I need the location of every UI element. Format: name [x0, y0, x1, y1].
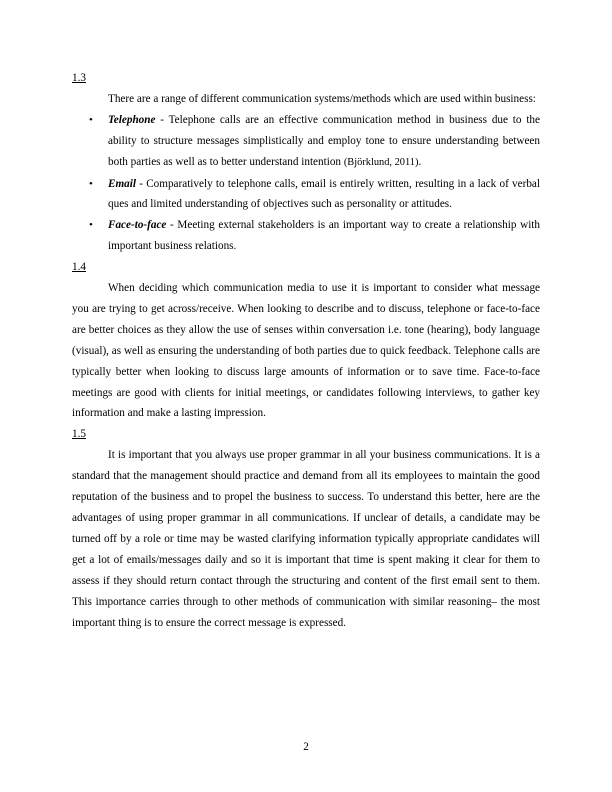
bullet-icon: • — [89, 177, 93, 190]
term-email: Email — [108, 177, 136, 190]
term-telephone: Telephone — [108, 113, 156, 126]
document-page-content — [72, 68, 540, 633]
telephone-description: - Telephone calls are an effective communication method in business due to the ability to structure messages simplistically and employ tone to ensure understanding between both parties as well as to better understand intention — [108, 113, 540, 168]
face-to-face-description: - Meeting external stakeholders is an important way to create a relationship with important business relations. — [108, 219, 540, 253]
section-heading-1-3: 1.3 — [72, 72, 86, 84]
email-description: - Comparatively to telephone calls, email is entirely written, resulting in a lack of verbal ques and limited understanding of objectives such as personality or attitudes. — [108, 177, 540, 211]
section-heading-1-5: 1.5 — [72, 428, 86, 441]
page-number: 2 — [303, 741, 309, 753]
section-1-4-body: When deciding which communication media to use it is important to consider what message you are trying to get across/receive. When looking to describe and to discuss, telephone or face-to-face are better choices as they allow the use of senses within conversation i.e. tone (hearing), body language (visual), as well as ensuring the understanding of both parties due to quick feedback. Telephone calls are typically better when looking to discuss large amounts of information or to save time. Face-to-face meetings are good with clients for initial meetings, or candidates following interviews, to gather key information and make a lasting impression. — [72, 282, 540, 420]
section-1-3-intro: There are a range of different communication systems/methods which are used within business: — [108, 92, 536, 105]
communication-methods-list — [72, 110, 540, 257]
citation: (Björklund, 2011) — [343, 156, 419, 168]
bullet-icon: • — [89, 219, 93, 232]
list-item-email — [72, 174, 540, 216]
bullet-icon: • — [89, 113, 93, 126]
list-item-face-to-face — [72, 215, 540, 257]
section-heading-1-4: 1.4 — [72, 261, 86, 274]
term-face-to-face: Face-to-face — [108, 219, 167, 232]
section-1-5-body: It is important that you always use proper grammar in all your business communications. It is a standard that the management should practice and demand from all its employees to maintain the good reputation of the business and to propel the business to success. To understand this better, here are the advantages of using proper grammar in all communications. If unclear of details, a candidate may be turned off by a role or time may be wasted clarifying information typically appropriate candidates will get a lot of emails/messages daily and so it is important that time is spent making it clear for them to assess if they should return contact through the structuring and content of the first email sent to them. This importance carries through to other methods of communication with similar reasoning– the most important thing is to ensure the correct message is expressed. — [72, 449, 540, 629]
list-item-telephone — [72, 110, 540, 174]
telephone-tail: . — [418, 155, 422, 168]
